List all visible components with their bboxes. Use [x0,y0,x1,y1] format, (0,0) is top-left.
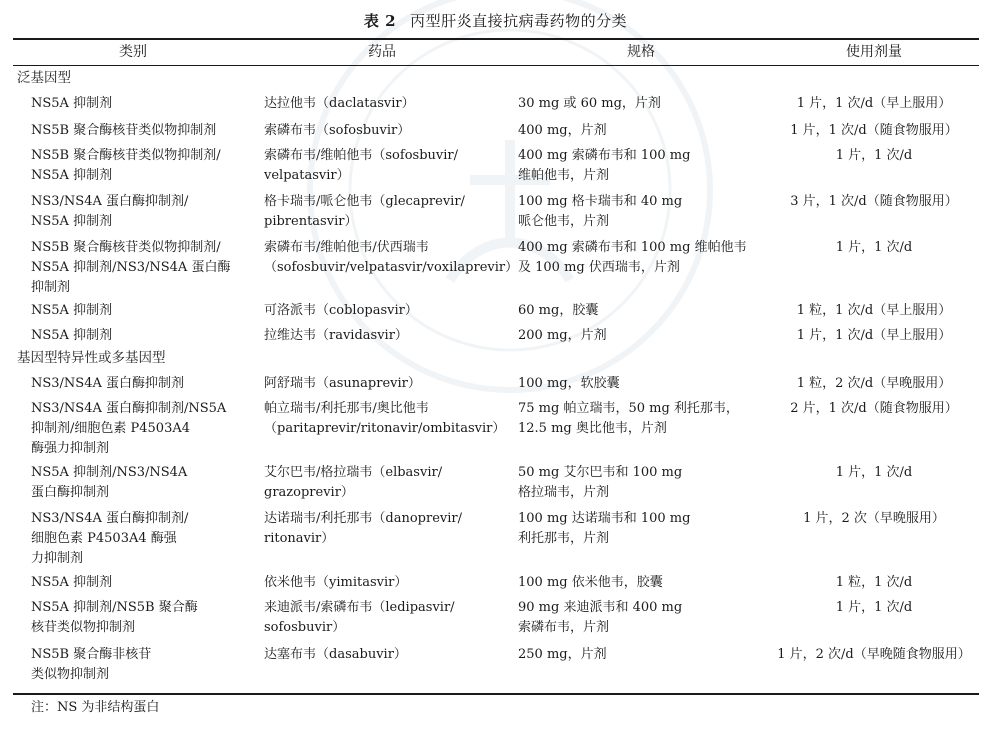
cell-category: NS5A 抑制剂 [31,303,113,318]
table-caption [0,10,991,31]
header-dose: 使用剂量 [846,44,902,60]
cell-drug: 来迪派韦/索磷布韦（ledipasvir/ sofosbuvir） [264,600,455,635]
cell-drug: 达塞布韦（dasabuvir） [264,647,407,662]
cell-dose: 1 片，1 次/d（随食物服用） [790,123,958,138]
header-drug: 药品 [368,44,396,60]
top-rule [13,38,979,40]
cell-spec: 60 mg，胶囊 [518,303,599,318]
cell-dose: 1 片，1 次/d（早上服用） [796,96,952,111]
cell-dose: 2 片，1 次/d（随食物服用） [790,401,958,416]
table-row [0,461,991,507]
table-title: 丙型肝炎直接抗病毒药物的分类 [410,12,628,30]
cell-drug: 达诺瑞韦/利托那韦（danoprevir/ ritonavir） [264,511,462,546]
cell-spec: 100 mg 格卡瑞韦和 40 mg 哌仑他韦，片剂 [518,194,683,229]
cell-drug: 达拉他韦（daclatasvir） [264,96,415,111]
cell-category: NS3/NS4A 蛋白酶抑制剂/NS5A 抑制剂/细胞色素 P4503A4 酶强力抑制剂 [31,401,227,456]
cell-dose: 1 粒，1 次/d（早上服用） [796,303,952,318]
cell-drug: 索磷布韦（sofosbuvir） [264,123,411,138]
header-spec: 规格 [627,44,655,60]
cell-drug: 艾尔巴韦/格拉瑞韦（elbasvir/ grazoprevir） [264,465,443,500]
cell-drug: 帕立瑞韦/利托那韦/奥比他韦 （paritaprevir/ritonavir/ombitasvir） [264,401,506,436]
table-row [0,372,991,397]
cell-spec: 90 mg 来迪派韦和 400 mg 索磷布韦，片剂 [518,600,683,635]
table-row [0,119,991,144]
bottom-rule [13,693,979,695]
cell-category: NS5A 抑制剂 [31,96,113,111]
table-row [0,643,991,691]
cell-spec: 50 mg 艾尔巴韦和 100 mg 格拉瑞韦，片剂 [518,465,683,500]
cell-dose: 1 片，2 次（早晚服用） [803,511,945,526]
cell-category: NS5B 聚合酶核苷类似物抑制剂/ NS5A 抑制剂/NS3/NS4A 蛋白酶 抑制剂 [31,240,231,295]
table-row [0,507,991,571]
cell-dose: 1 片，1 次/d [835,148,913,163]
cell-spec: 400 mg 索磷布韦和 100 mg 维帕他韦，片剂 [518,148,691,183]
table-body [0,68,991,691]
cell-spec: 100 mg 依米他韦，胶囊 [518,575,663,590]
cell-dose: 3 片，1 次/d（随食物服用） [790,194,958,209]
table-row [0,571,991,596]
cell-spec: 75 mg 帕立瑞韦，50 mg 利托那韦， 12.5 mg 奥比他韦，片剂 [518,401,739,436]
cell-category: NS5B 聚合酶核苷类似物抑制剂/ NS5A 抑制剂 [31,148,221,183]
cell-category: NS3/NS4A 蛋白酶抑制剂 [31,376,185,391]
table-row [0,324,991,348]
cell-dose: 1 粒，1 次/d [835,575,913,590]
cell-category: NS5A 抑制剂/NS3/NS4A 蛋白酶抑制剂 [31,465,188,500]
table-row [0,236,991,299]
cell-dose: 1 片，1 次/d [835,600,913,615]
cell-spec: 400 mg，片剂 [518,123,607,138]
table-row [0,596,991,643]
cell-dose: 1 片，1 次/d [835,465,913,480]
cell-category: NS5B 聚合酶非核苷 类似物抑制剂 [31,647,152,682]
cell-dose: 1 片，1 次/d（早上服用） [796,328,952,343]
table-note: 注：NS 为非结构蛋白 [31,700,160,715]
table-row [0,92,991,119]
group-label: 基因型特异性或多基因型 [17,350,166,366]
cell-spec: 400 mg 索磷布韦和 100 mg 维帕他韦 及 100 mg 伏西瑞韦，片剂 [518,240,747,275]
cell-category: NS5A 抑制剂 [31,328,113,343]
table-number: 表 2 [363,12,397,30]
table-row [0,190,991,236]
cell-drug: 格卡瑞韦/哌仑他韦（glecaprevir/ pibrentasvir） [264,194,465,229]
cell-drug: 依米他韦（yimitasvir） [264,575,408,590]
cell-drug: 索磷布韦/维帕他韦/伏西瑞韦 （sofosbuvir/velpatasvir/voxilaprevir） [264,240,519,275]
cell-dose: 1 粒，2 次/d（早晚服用） [796,376,952,391]
cell-drug: 索磷布韦/维帕他韦（sofosbuvir/ velpatasvir） [264,148,458,183]
cell-category: NS3/NS4A 蛋白酶抑制剂/ 细胞色素 P4503A4 酶强 力抑制剂 [31,511,189,566]
cell-category: NS3/NS4A 蛋白酶抑制剂/ NS5A 抑制剂 [31,194,189,229]
table-row [0,397,991,461]
table-row [0,299,991,324]
cell-dose: 1 片，1 次/d [835,240,913,255]
cell-category: NS5A 抑制剂/NS5B 聚合酶 核苷类似物抑制剂 [31,600,198,635]
cell-spec: 100 mg 达诺瑞韦和 100 mg 利托那韦，片剂 [518,511,691,546]
cell-category: NS5A 抑制剂 [31,575,113,590]
cell-spec: 30 mg 或 60 mg，片剂 [518,96,661,111]
cell-category: NS5B 聚合酶核苷类似物抑制剂 [31,123,217,138]
header-rule [13,65,979,66]
cell-spec: 250 mg，片剂 [518,647,607,662]
table-row [0,144,991,190]
cell-spec: 200 mg，片剂 [518,328,607,343]
cell-dose: 1 片，2 次/d（早晚随食物服用） [777,647,971,662]
cell-spec: 100 mg，软胶囊 [518,376,620,391]
header-category: 类别 [119,44,147,60]
group-label: 泛基因型 [17,70,71,86]
cell-drug: 可洛派韦（coblopasvir） [264,303,418,318]
cell-drug: 阿舒瑞韦（asunaprevir） [264,376,421,391]
cell-drug: 拉维达韦（ravidasvir） [264,328,408,343]
